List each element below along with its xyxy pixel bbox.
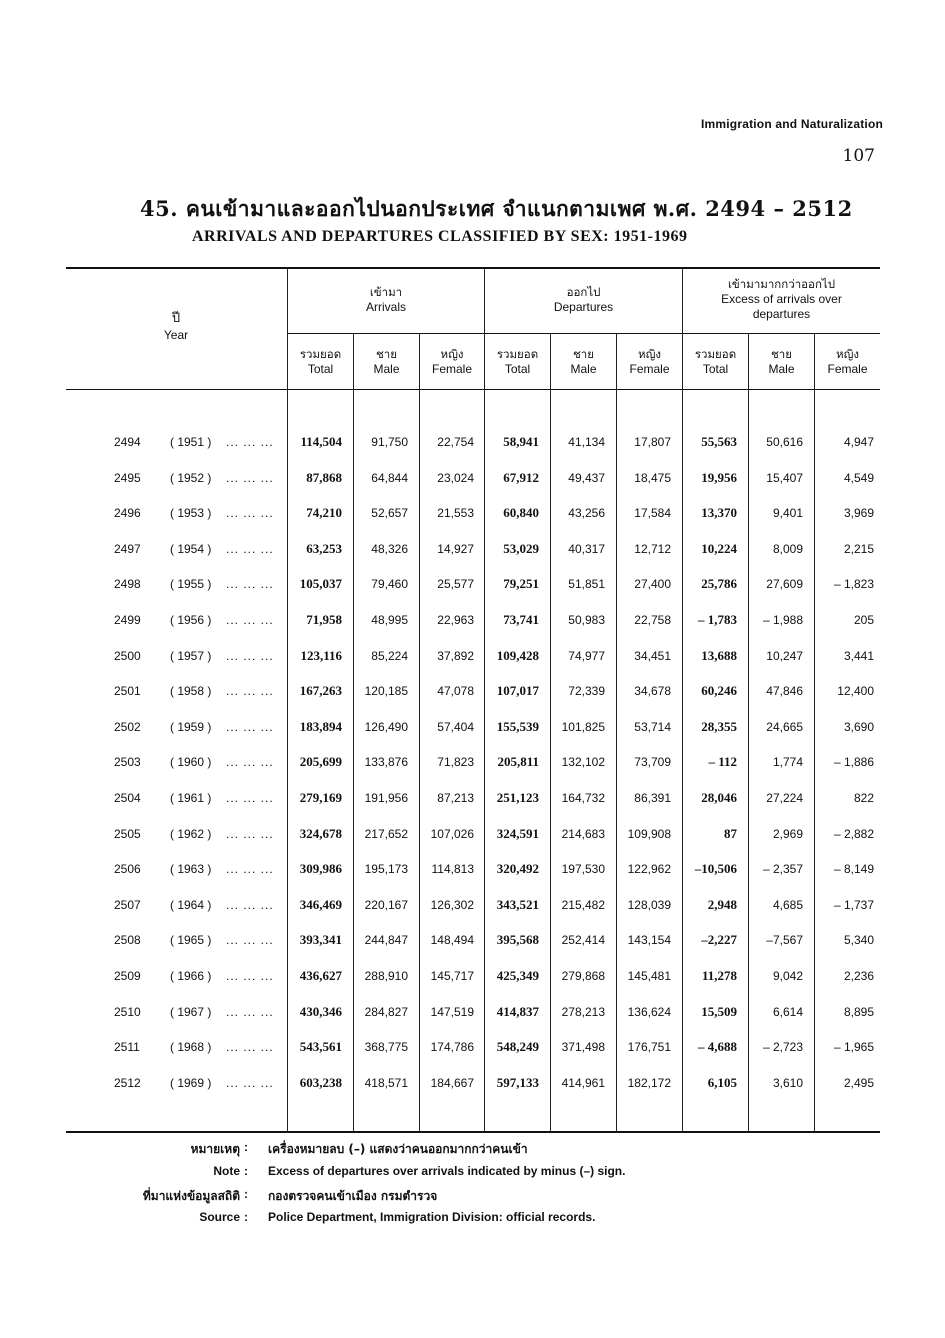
departures-total: 395,568 xyxy=(496,932,539,948)
statistics-table xyxy=(66,267,880,1133)
table-row xyxy=(66,647,880,667)
departures-total: 414,837 xyxy=(496,1003,539,1019)
departures-total: 155,539 xyxy=(496,718,539,734)
leader-dots: ... ... ... xyxy=(226,648,274,663)
arrivals-female: 147,519 xyxy=(430,1004,474,1019)
year-ce: ( 1965 ) xyxy=(170,933,212,948)
arrivals-total: 309,986 xyxy=(299,861,342,877)
leader-dots: ... ... ... xyxy=(226,684,274,699)
departures-female: 136,624 xyxy=(627,1004,671,1019)
departures-female: 145,481 xyxy=(627,969,671,983)
leader-dots: ... ... ... xyxy=(226,577,274,592)
departures-total: 548,249 xyxy=(496,1039,539,1055)
year-ce: ( 1959 ) xyxy=(170,719,212,734)
arrivals-total: 87,868 xyxy=(306,469,342,485)
subheader-rule xyxy=(288,333,880,334)
source-colon: : xyxy=(244,1187,248,1201)
year-ce: ( 1966 ) xyxy=(170,969,212,983)
excess-female: 5,340 xyxy=(843,933,874,948)
departures-female: 86,391 xyxy=(634,791,671,805)
departures-female: 143,154 xyxy=(627,933,671,948)
excess-total: 11,278 xyxy=(701,968,737,983)
excess-male: 9,042 xyxy=(772,969,803,983)
arrivals-total: 279,169 xyxy=(299,790,342,805)
excess-male: – 2,357 xyxy=(762,862,803,877)
source-thai-text: กองตรวจคนเข้าเมือง กรมตำรวจ xyxy=(268,1189,438,1203)
excess-male: 47,846 xyxy=(766,684,803,699)
arrivals-male: 288,910 xyxy=(364,969,408,983)
year-be: 2507 xyxy=(114,897,141,912)
excess-male: 10,247 xyxy=(766,648,803,663)
departures-male: 164,732 xyxy=(561,791,605,805)
year-be: 2505 xyxy=(114,826,141,841)
table-row xyxy=(66,1003,880,1023)
excess-male: 1,774 xyxy=(772,755,803,770)
excess-total: – 1,783 xyxy=(698,612,737,627)
excess-total: 60,246 xyxy=(701,683,737,699)
excess-header-english-line2: departures xyxy=(752,307,811,321)
excess-total: 28,355 xyxy=(701,718,737,734)
top-rule xyxy=(66,267,880,269)
departures-header-english: Departures xyxy=(553,300,614,314)
leader-dots: ... ... ... xyxy=(226,435,274,449)
departures-female: 128,039 xyxy=(627,897,671,912)
arrivals-male: 191,956 xyxy=(364,791,408,805)
table-title-thai: 45. คนเข้ามาและออกไปนอกประเทศ จำแนกตามเพศ พ.ศ. 2494 – 2512 xyxy=(140,196,853,221)
note-english-label: Note xyxy=(213,1164,240,1178)
departures-female: 12,712 xyxy=(634,541,671,556)
year-ce: ( 1956 ) xyxy=(170,613,212,627)
table-row xyxy=(66,469,880,489)
departures-total: 324,591 xyxy=(496,825,539,841)
leader-dots: ... ... ... xyxy=(226,506,274,521)
table-row xyxy=(66,1038,880,1058)
departures-male-header: ชาย Male xyxy=(570,347,597,376)
departures-male: 51,851 xyxy=(568,577,605,592)
excess-header-english-line1: Excess of arrivals over xyxy=(721,292,842,306)
source-english xyxy=(0,1210,945,1228)
departures-male: 279,868 xyxy=(561,969,605,983)
arrivals-female: 126,302 xyxy=(430,897,474,912)
arrivals-male: 220,167 xyxy=(364,897,408,912)
table-row xyxy=(66,611,880,631)
excess-male: – 2,723 xyxy=(762,1040,803,1055)
table-row xyxy=(66,540,880,560)
leader-dots: ... ... ... xyxy=(226,969,274,983)
arrivals-male: 91,750 xyxy=(371,435,408,449)
arrivals-female: 57,404 xyxy=(437,719,474,734)
arrivals-female: 22,754 xyxy=(437,435,474,449)
departures-total: 79,251 xyxy=(503,576,539,592)
excess-female: – 8,149 xyxy=(833,862,874,877)
arrivals-header-thai: เข้ามา xyxy=(369,285,403,299)
departures-female: 109,908 xyxy=(627,826,671,841)
year-be: 2496 xyxy=(114,506,141,521)
arrivals-total: 71,958 xyxy=(306,612,342,627)
note-english-text: Excess of departures over arrivals indicated by minus (–) sign. xyxy=(268,1164,626,1178)
leader-dots: ... ... ... xyxy=(226,1040,274,1055)
arrivals-female: 25,577 xyxy=(437,577,474,592)
arrivals-male: 195,173 xyxy=(364,862,408,877)
year-be: 2504 xyxy=(114,791,141,805)
year-be: 2512 xyxy=(114,1075,141,1090)
leader-dots: ... ... ... xyxy=(226,719,274,734)
departures-female: 182,172 xyxy=(627,1075,671,1090)
excess-total: 15,509 xyxy=(701,1003,737,1019)
excess-female: 205 xyxy=(853,613,874,627)
arrivals-female: 184,667 xyxy=(430,1075,474,1090)
year-be: 2501 xyxy=(114,684,141,699)
arrivals-total: 167,263 xyxy=(299,683,342,699)
leader-dots: ... ... ... xyxy=(226,470,274,485)
year-ce: ( 1968 ) xyxy=(170,1040,212,1055)
departures-male: 72,339 xyxy=(568,684,605,699)
arrivals-female: 22,963 xyxy=(437,613,474,627)
arrivals-male: 48,326 xyxy=(371,541,408,556)
excess-male: 15,407 xyxy=(766,470,803,485)
arrivals-total: 324,678 xyxy=(299,825,342,841)
departures-female: 18,475 xyxy=(634,470,671,485)
arrivals-female: 23,024 xyxy=(437,470,474,485)
year-ce: ( 1955 ) xyxy=(170,577,212,592)
excess-total: –2,227 xyxy=(701,932,737,948)
arrivals-female: 14,927 xyxy=(437,541,474,556)
excess-female: 3,690 xyxy=(843,719,874,734)
departures-header-thai: ออกไป xyxy=(566,285,601,299)
departures-header xyxy=(485,285,682,315)
arrivals-female-header: หญิง Female xyxy=(431,347,472,376)
departures-total: 53,029 xyxy=(503,540,539,556)
excess-male: 50,616 xyxy=(766,435,803,449)
source-english-text: Police Department, Immigration Division: official records. xyxy=(268,1210,596,1224)
departures-female: 17,807 xyxy=(634,435,671,449)
table-row xyxy=(66,575,880,595)
excess-total: 55,563 xyxy=(701,434,737,449)
excess-female: – 1,886 xyxy=(833,755,874,770)
year-ce: ( 1958 ) xyxy=(170,684,212,699)
excess-male: 4,685 xyxy=(772,897,803,912)
arrivals-header-english: Arrivals xyxy=(365,300,406,314)
page-number: 107 xyxy=(842,146,875,166)
departures-male: 132,102 xyxy=(561,755,605,770)
year-ce: ( 1969 ) xyxy=(170,1075,212,1090)
arrivals-male: 217,652 xyxy=(364,826,408,841)
excess-total-header: รวมยอด Total xyxy=(694,347,737,376)
arrivals-total: 74,210 xyxy=(306,505,342,521)
excess-female: 822 xyxy=(853,791,874,805)
arrivals-total: 430,346 xyxy=(299,1003,342,1019)
year-ce: ( 1967 ) xyxy=(170,1004,212,1019)
excess-female: 3,441 xyxy=(843,648,874,663)
arrivals-male: 85,224 xyxy=(371,648,408,663)
arrivals-male: 133,876 xyxy=(364,755,408,770)
arrivals-female: 47,078 xyxy=(437,684,474,699)
departures-male: 74,977 xyxy=(568,648,605,663)
year-be: 2508 xyxy=(114,933,141,948)
arrivals-total: 543,561 xyxy=(299,1039,342,1055)
excess-male: 3,610 xyxy=(772,1075,803,1090)
arrivals-total: 205,699 xyxy=(299,754,342,770)
excess-male: 6,614 xyxy=(772,1004,803,1019)
excess-total: 6,105 xyxy=(707,1074,737,1090)
arrivals-female: 145,717 xyxy=(430,969,474,983)
excess-female-header: หญิง Female xyxy=(827,347,868,376)
arrivals-male: 79,460 xyxy=(371,577,408,592)
table-row xyxy=(66,931,880,951)
excess-female: 2,236 xyxy=(843,969,874,983)
excess-female: 4,947 xyxy=(843,435,874,449)
excess-male: 2,969 xyxy=(772,826,803,841)
excess-total: –10,506 xyxy=(694,861,737,877)
excess-female: – 1,823 xyxy=(833,577,874,592)
arrivals-male: 120,185 xyxy=(364,684,408,699)
arrivals-male: 48,995 xyxy=(371,613,408,627)
arrivals-female: 174,786 xyxy=(430,1040,474,1055)
leader-dots: ... ... ... xyxy=(226,755,274,770)
departures-male: 414,961 xyxy=(561,1075,605,1090)
year-be: 2511 xyxy=(114,1040,140,1055)
arrivals-female: 71,823 xyxy=(437,755,474,770)
arrivals-female: 87,213 xyxy=(437,791,474,805)
excess-male: –7,567 xyxy=(766,933,803,948)
arrivals-male: 52,657 xyxy=(371,506,408,521)
table-row xyxy=(66,896,880,916)
year-be: 2502 xyxy=(114,719,141,734)
note-colon: : xyxy=(244,1164,248,1178)
year-be: 2498 xyxy=(114,577,141,592)
note-thai-text: เครื่องหมายลบ (–) แสดงว่าคนออกมากกว่าคนเข้า xyxy=(268,1142,528,1156)
arrivals-female: 114,813 xyxy=(431,862,474,877)
year-be: 2503 xyxy=(114,755,141,770)
arrivals-total: 63,253 xyxy=(306,540,342,556)
arrivals-total: 114,504 xyxy=(300,434,342,449)
year-ce: ( 1961 ) xyxy=(170,791,212,805)
arrivals-female: 107,026 xyxy=(430,826,474,841)
source-thai-label: ที่มาแห่งข้อมูลสถิติ xyxy=(142,1189,240,1203)
year-header-thai: ปี xyxy=(171,311,181,326)
excess-male: 9,401 xyxy=(772,506,803,521)
source-colon: : xyxy=(244,1210,248,1224)
departures-male: 49,437 xyxy=(568,470,605,485)
departures-total: 320,492 xyxy=(496,861,539,877)
departures-female: 17,584 xyxy=(634,506,671,521)
arrivals-female: 21,553 xyxy=(437,506,474,521)
arrivals-total: 123,116 xyxy=(300,647,342,663)
excess-female: 2,495 xyxy=(843,1075,874,1090)
year-ce: ( 1963 ) xyxy=(170,862,212,877)
table-row xyxy=(66,1074,880,1094)
departures-male: 41,134 xyxy=(568,435,605,449)
year-be: 2510 xyxy=(114,1004,141,1019)
leader-dots: ... ... ... xyxy=(226,1075,274,1090)
leader-dots: ... ... ... xyxy=(226,791,274,805)
excess-male: 27,224 xyxy=(766,791,803,805)
arrivals-total: 603,238 xyxy=(299,1074,342,1090)
excess-header xyxy=(683,277,880,322)
excess-total: 13,688 xyxy=(701,647,737,663)
arrivals-total: 393,341 xyxy=(299,932,342,948)
running-head: Immigration and Naturalization xyxy=(700,117,883,131)
arrivals-total: 436,627 xyxy=(299,968,342,983)
departures-total: 597,133 xyxy=(496,1074,539,1090)
leader-dots: ... ... ... xyxy=(226,826,274,841)
note-english xyxy=(0,1164,945,1182)
excess-female: 3,969 xyxy=(843,506,874,521)
excess-male: 8,009 xyxy=(772,541,803,556)
excess-male: 24,665 xyxy=(766,719,803,734)
arrivals-male-header: ชาย Male xyxy=(373,347,400,376)
year-ce: ( 1953 ) xyxy=(170,506,212,521)
year-ce: ( 1951 ) xyxy=(170,435,212,449)
departures-total: 205,811 xyxy=(497,754,539,770)
arrivals-male: 418,571 xyxy=(364,1075,408,1090)
source-thai xyxy=(0,1187,945,1205)
departures-total: 67,912 xyxy=(503,469,539,485)
departures-total-header: รวมยอด Total xyxy=(496,347,539,376)
departures-total: 73,741 xyxy=(503,612,539,627)
year-be: 2509 xyxy=(114,969,141,983)
header-bottom-rule xyxy=(66,389,880,390)
departures-female: 34,678 xyxy=(634,684,671,699)
departures-total: 425,349 xyxy=(496,968,539,983)
year-be: 2494 xyxy=(114,435,141,449)
departures-male: 215,482 xyxy=(561,897,605,912)
source-english-label: Source xyxy=(199,1210,240,1224)
table-row xyxy=(66,825,880,845)
year-ce: ( 1954 ) xyxy=(170,541,212,556)
departures-male: 101,825 xyxy=(561,719,605,734)
departures-male: 40,317 xyxy=(568,541,605,556)
year-be: 2499 xyxy=(114,613,141,627)
departures-male: 252,414 xyxy=(561,933,605,948)
table-row xyxy=(66,860,880,880)
excess-female: – 2,882 xyxy=(833,826,874,841)
year-header-english: Year xyxy=(163,328,189,342)
arrivals-total-header: รวมยอด Total xyxy=(299,347,342,376)
note-thai-label: หมายเหตุ xyxy=(190,1142,240,1156)
year-ce: ( 1964 ) xyxy=(170,897,212,912)
excess-header-thai: เข้ามามากกว่าออกไป xyxy=(727,277,836,291)
year-ce: ( 1960 ) xyxy=(170,755,212,770)
departures-male: 50,983 xyxy=(568,613,605,627)
departures-female: 53,714 xyxy=(634,719,671,734)
departures-female: 34,451 xyxy=(634,648,671,663)
leader-dots: ... ... ... xyxy=(226,1004,274,1019)
arrivals-header xyxy=(288,285,484,315)
departures-total: 60,840 xyxy=(503,505,539,521)
year-ce: ( 1952 ) xyxy=(170,470,212,485)
leader-dots: ... ... ... xyxy=(226,862,274,877)
table-title-english: ARRIVALS AND DEPARTURES CLASSIFIED BY SEX: 1951-1969 xyxy=(192,228,688,245)
departures-total: 343,521 xyxy=(496,896,539,912)
excess-female: 2,215 xyxy=(843,541,874,556)
excess-male: 27,609 xyxy=(766,577,803,592)
departures-total: 251,123 xyxy=(496,790,539,805)
year-be: 2506 xyxy=(114,862,141,877)
departures-total: 58,941 xyxy=(503,434,539,449)
table-row xyxy=(66,718,880,738)
leader-dots: ... ... ... xyxy=(226,541,274,556)
arrivals-total: 346,469 xyxy=(299,896,342,912)
departures-male: 197,530 xyxy=(561,862,605,877)
year-ce: ( 1957 ) xyxy=(170,648,212,663)
leader-dots: ... ... ... xyxy=(226,613,274,627)
departures-male: 43,256 xyxy=(568,506,605,521)
departures-female: 73,709 xyxy=(634,755,671,770)
excess-total: 19,956 xyxy=(701,469,737,485)
arrivals-male: 284,827 xyxy=(364,1004,408,1019)
year-ce: ( 1962 ) xyxy=(170,826,212,841)
arrivals-total: 105,037 xyxy=(299,576,342,592)
leader-dots: ... ... ... xyxy=(226,897,274,912)
departures-female: 176,751 xyxy=(627,1040,671,1055)
excess-total: – 4,688 xyxy=(698,1039,737,1055)
departures-total: 107,017 xyxy=(496,683,539,699)
arrivals-male: 64,844 xyxy=(371,470,408,485)
excess-total: 28,046 xyxy=(701,790,737,805)
table-row xyxy=(66,967,880,987)
arrivals-total: 183,894 xyxy=(299,718,342,734)
table-row xyxy=(66,504,880,524)
excess-total: 13,370 xyxy=(701,505,737,521)
excess-total: 87 xyxy=(724,825,737,841)
note-thai xyxy=(0,1140,945,1158)
year-header xyxy=(66,307,286,342)
leader-dots: ... ... ... xyxy=(226,933,274,948)
departures-total: 109,428 xyxy=(496,647,539,663)
arrivals-male: 244,847 xyxy=(364,933,408,948)
excess-total: 10,224 xyxy=(701,540,737,556)
excess-female: – 1,965 xyxy=(833,1040,874,1055)
departures-male: 214,683 xyxy=(561,826,605,841)
departures-female-header: หญิง Female xyxy=(629,347,670,376)
departures-female: 27,400 xyxy=(634,577,671,592)
bottom-rule xyxy=(66,1131,880,1133)
departures-male: 371,498 xyxy=(561,1040,605,1055)
year-be: 2495 xyxy=(114,470,141,485)
arrivals-female: 37,892 xyxy=(437,648,474,663)
year-be: 2500 xyxy=(114,648,141,663)
excess-total: 25,786 xyxy=(701,576,737,592)
excess-total: 2,948 xyxy=(707,896,737,912)
excess-female: 8,895 xyxy=(843,1004,874,1019)
note-colon: : xyxy=(244,1140,248,1154)
departures-female: 122,962 xyxy=(627,862,671,877)
excess-female: 4,549 xyxy=(843,470,874,485)
departures-female: 22,758 xyxy=(634,613,671,627)
excess-female: – 1,737 xyxy=(833,897,874,912)
table-row xyxy=(66,753,880,773)
table-row xyxy=(66,682,880,702)
excess-female: 12,400 xyxy=(837,684,874,699)
table-row xyxy=(66,433,880,453)
table-row xyxy=(66,789,880,809)
year-be: 2497 xyxy=(114,541,141,556)
excess-total: – 112 xyxy=(708,754,737,770)
excess-male-header: ชาย Male xyxy=(768,347,795,376)
arrivals-female: 148,494 xyxy=(430,933,474,948)
arrivals-male: 368,775 xyxy=(364,1040,408,1055)
arrivals-male: 126,490 xyxy=(364,719,408,734)
excess-male: – 1,988 xyxy=(762,613,803,627)
departures-male: 278,213 xyxy=(561,1004,605,1019)
